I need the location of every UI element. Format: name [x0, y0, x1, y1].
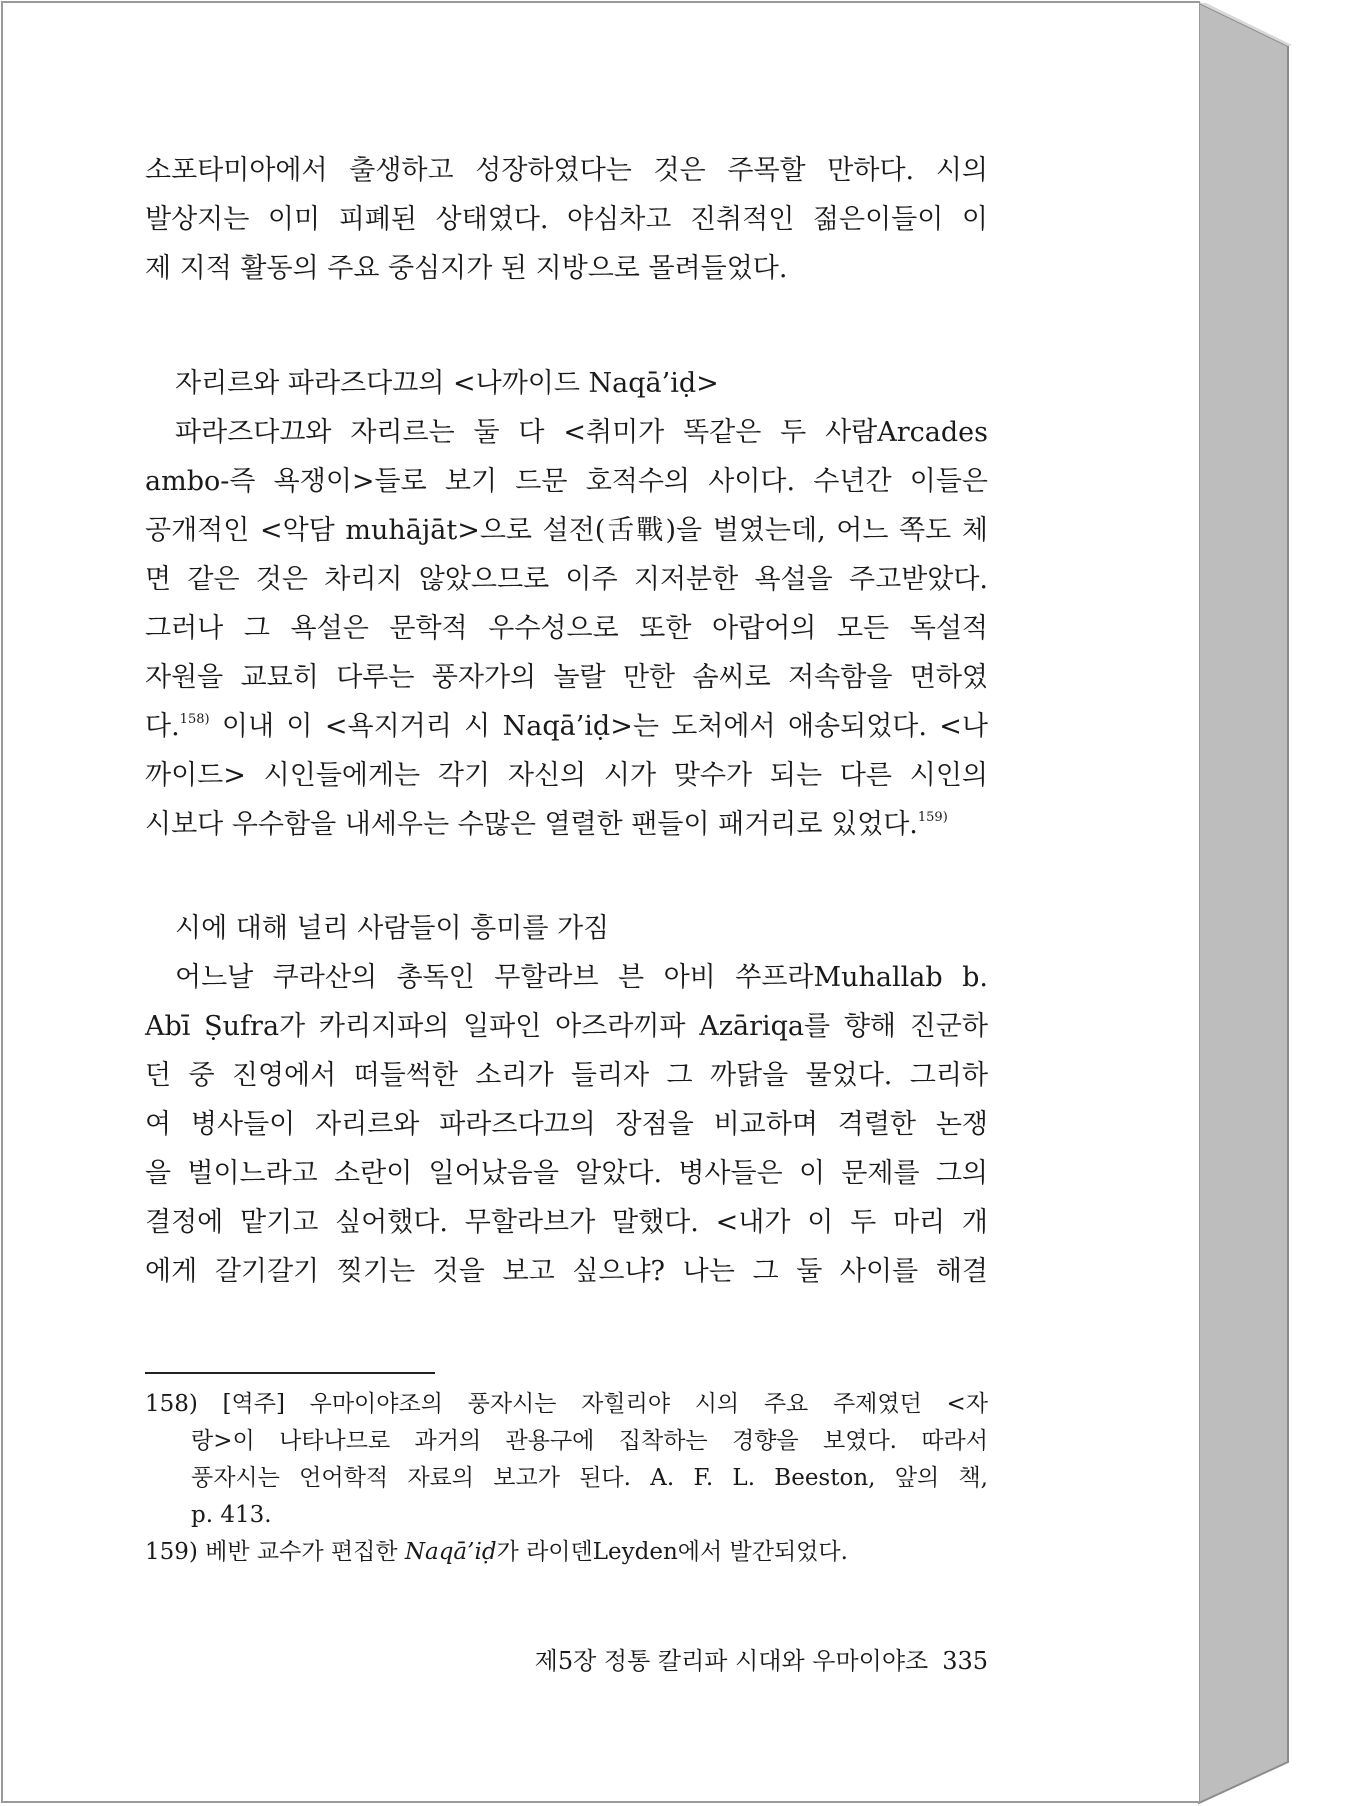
- footnote-text: 159) 베반 교수가 편집한: [145, 1539, 405, 1565]
- footnote-158-line: 158) [역주] 우마이야조의 풍자시는 자힐리야 시의 주요 주제였던 <자: [145, 1391, 988, 1417]
- footnote-italic-title: Naqā’iḍ: [404, 1539, 497, 1565]
- body-line: 던 중 진영에서 떠들썩한 소리가 들리자 그 까닭을 물었다. 그리하: [145, 1060, 988, 1091]
- footnote-text: 가 라이덴Leyden에서 발간되었다.: [496, 1539, 848, 1565]
- section-heading: 자리르와 파라즈다끄의 <나까이드 Naqā’iḍ>: [175, 368, 719, 399]
- body-line: 제 지적 활동의 주요 중심지가 된 지방으로 몰려들었다.: [145, 253, 788, 284]
- running-footer: [535, 1641, 988, 1681]
- body-line: 파라즈다끄와 자리르는 둘 다 <취미가 똑같은 두 사람Arcades: [175, 417, 988, 448]
- footnote-158-line: 랑>이 나타나므로 과거의 관용구에 집착하는 경향을 보였다. 따라서: [191, 1428, 988, 1454]
- body-line: ambo-즉 욕쟁이>들로 보기 드문 호적수의 사이다. 수년간 이들은: [145, 466, 988, 497]
- book-side-face: [1199, 3, 1288, 1803]
- chapter-title: 제5장 정통 칼리파 시대와 우마이야조: [534, 1647, 929, 1675]
- footnote-158-line: 풍자시는 언어학적 자료의 보고가 된다. A. F. L. Beeston, 앞의 책,: [191, 1465, 988, 1491]
- book-page: [3, 3, 1199, 1801]
- body-line: 여 병사들이 자리르와 파라즈다끄의 장점을 비교하며 격렬한 논쟁: [145, 1109, 988, 1140]
- body-line: 을 벌이느라고 소란이 일어났음을 알았다. 병사들은 이 문제를 그의: [145, 1158, 988, 1189]
- footnote-ref-159[interactable]: 159): [917, 810, 948, 825]
- page-number: 335: [942, 1647, 988, 1675]
- body-line: 공개적인 <악담 muhājāt>으로 설전(舌戰)을 벌였는데, 어느 쪽도 체: [145, 515, 988, 546]
- body-line: Abī Ṣufra가 카리지파의 일파인 아즈라끼파 Azāriqa를 향해 진군하: [145, 1011, 988, 1042]
- body-line: 어느날 쿠라산의 총독인 무할라브 븐 아비 쑤프라Muhallab b.: [175, 962, 988, 993]
- body-line: 자원을 교묘히 다루는 풍자가의 놀랄 만한 솜씨로 저속함을 면하였: [145, 662, 988, 693]
- footer-area: [145, 3, 988, 1801]
- line-text: 다.: [145, 711, 180, 742]
- body-line: 까이드> 시인들에게는 각기 자신의 시가 맞수가 되는 다른 시인의: [145, 760, 988, 791]
- footnote-ref-158[interactable]: 158): [179, 712, 210, 727]
- line-text: 이내 이 <욕지거리 시 Naqā’iḍ>는 도처에서 애송되었다. <나: [209, 711, 988, 742]
- line-text: 시보다 우수함을 내세우는 수많은 열렬한 팬들이 패거리로 있었다.: [145, 809, 918, 840]
- body-line: 그러나 그 욕설은 문학적 우수성으로 또한 아랍어의 모든 독설적: [145, 613, 988, 644]
- body-line: 발상지는 이미 피폐된 상태였다. 야심차고 진취적인 젊은이들이 이: [145, 204, 988, 235]
- body-line: 소포타미아에서 출생하고 성장하였다는 것은 주목할 만하다. 시의: [145, 155, 988, 186]
- footnote-158-line: p. 413.: [191, 1502, 272, 1528]
- section-heading: 시에 대해 널리 사람들이 흥미를 가짐: [175, 913, 610, 944]
- body-line: 면 같은 것은 차리지 않았으므로 이주 지저분한 욕설을 주고받았다.: [145, 564, 988, 595]
- body-line: 결정에 맡기고 싶어했다. 무할라브가 말했다. <내가 이 두 마리 개: [145, 1207, 988, 1238]
- body-line: 에게 갈기갈기 찢기는 것을 보고 싶으냐? 나는 그 둘 사이를 해결: [145, 1256, 988, 1287]
